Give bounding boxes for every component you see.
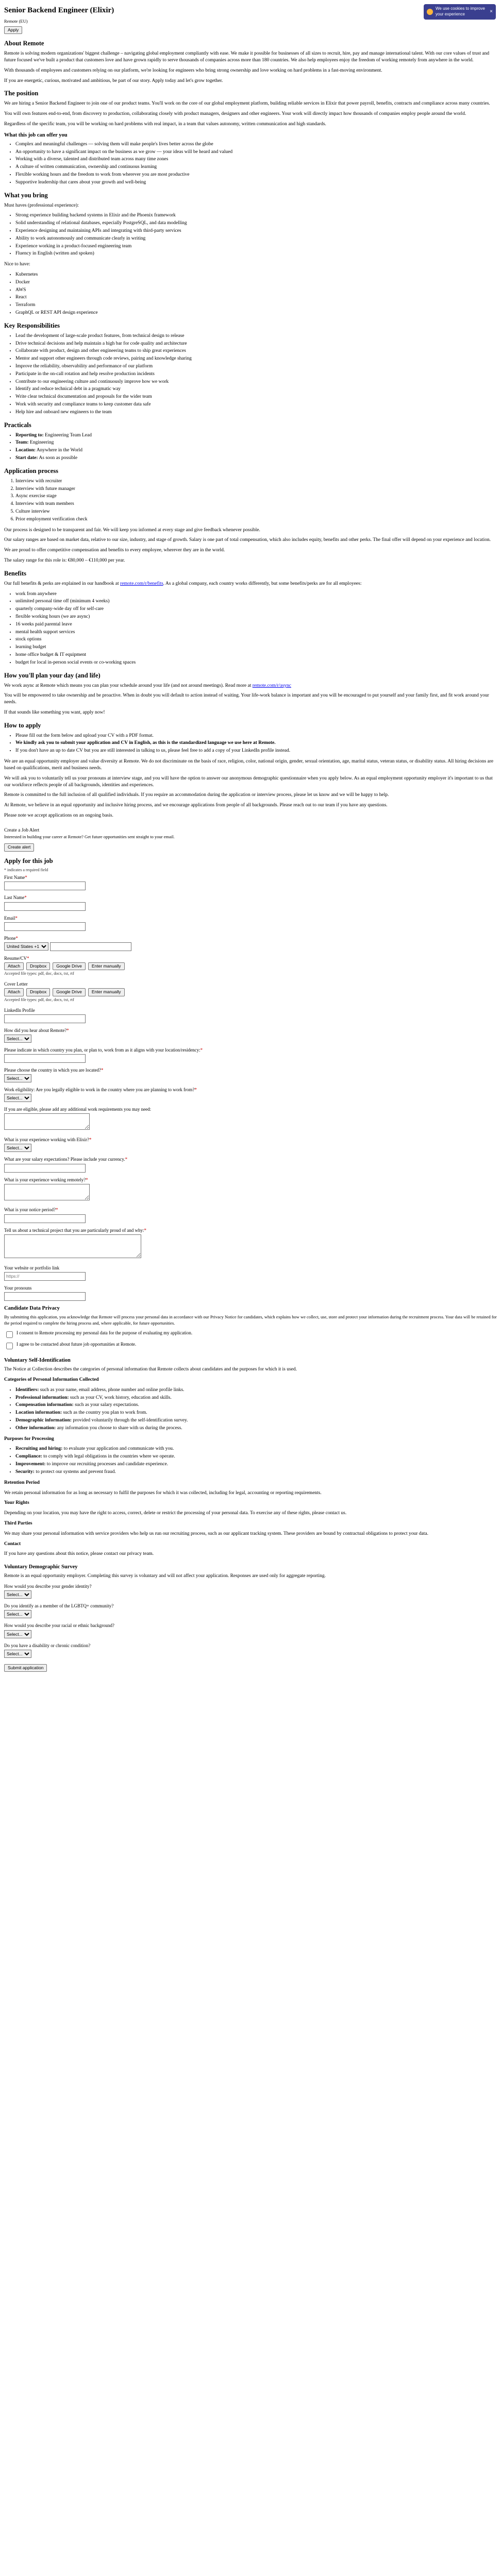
ethnicity-label: How would you describe your racial or ethnic background? bbox=[4, 1623, 114, 1629]
gender-label: How would you describe your gender identity? bbox=[4, 1584, 92, 1589]
plan-paragraph: You will be empowered to take ownership and be proactive. When in doubt you will default to action instead of waiting. Your life-work balance is important and you will be encouraged to put yourself and your family first, and fit work around your needs. bbox=[4, 693, 489, 705]
first-name-field-group bbox=[4, 874, 497, 890]
job-alert-title: Create a Job Alert bbox=[4, 827, 40, 833]
privacy-contact: If you have any questions about this notice, please contact our privacy team. bbox=[4, 1551, 154, 1557]
privacy-purposes-list bbox=[4, 1446, 497, 1475]
consent-processing-checkbox[interactable] bbox=[6, 1331, 13, 1338]
notice-input[interactable] bbox=[4, 1214, 86, 1223]
consent-row bbox=[4, 1330, 497, 1340]
practicals-heading: Practicals bbox=[4, 421, 31, 429]
last-name-input[interactable] bbox=[4, 902, 86, 911]
cover-label: Cover Letter bbox=[4, 981, 28, 987]
benefits-intro bbox=[4, 581, 497, 587]
privacy-categories-list bbox=[4, 1387, 497, 1432]
country-field-group bbox=[4, 1067, 497, 1082]
privacy-notice bbox=[4, 1357, 497, 1557]
cookie-banner bbox=[424, 4, 496, 20]
benefits-list bbox=[4, 591, 497, 666]
list-item: • Location information: such as the country you plan to work from. bbox=[15, 1410, 497, 1416]
location-label: Please indicate in which country you plan, or plan to, work from as it aligns with your location/residency:* bbox=[4, 1047, 203, 1053]
list-item: • learning budget bbox=[15, 644, 497, 651]
lgbtq-label: Do you identify as a member of the LGBTQ+ community? bbox=[4, 1603, 114, 1609]
how-apply-list bbox=[4, 733, 497, 754]
resume-google-drive-button[interactable]: Google Drive bbox=[53, 962, 86, 970]
bring-intro: Must haves (professional experience): bbox=[4, 202, 79, 208]
first-name-label: First Name* bbox=[4, 875, 27, 880]
list-item: • Mentor and support other engineers through code reviews, pairing and knowledge sharing bbox=[15, 355, 497, 362]
list-item: • Improve the reliability, observability and performance of our platform bbox=[15, 363, 497, 370]
list-item: • Recruiting and hiring: to evaluate your application and communicate with you. bbox=[15, 1446, 497, 1452]
years-label: What is your experience working with Elixir?* bbox=[4, 1137, 92, 1143]
list-item: • flexible working hours (we are async) bbox=[15, 614, 497, 620]
english-note: We kindly ask you to submit your application and CV in English, as this is the standardized language we use here at Remote. bbox=[15, 740, 276, 746]
list-item: • Drive technical decisions and help maintain a high bar for code quality and architecture bbox=[15, 341, 497, 347]
closing-note: Please note we accept applications on an ongoing basis. bbox=[4, 812, 113, 818]
page-title: Senior Backend Engineer (Elixir) bbox=[4, 6, 114, 14]
about-heading: About Remote bbox=[4, 40, 44, 47]
list-item: • Please fill out the form below and upload your CV with a PDF format. bbox=[15, 733, 497, 739]
list-item: • Identifiers: such as your name, email address, phone number and online profile links. bbox=[15, 1387, 497, 1394]
phone-field-group bbox=[4, 935, 497, 951]
lgbtq-field-group bbox=[4, 1603, 497, 1618]
resume-label: Resume/CV* bbox=[4, 955, 29, 961]
salary-input[interactable] bbox=[4, 1164, 86, 1173]
required-note: * indicates a required field bbox=[4, 868, 48, 873]
privacy-heading: Voluntary Self-Identification bbox=[4, 1357, 71, 1363]
practical-label: Start date: bbox=[15, 455, 38, 461]
list-item: • Working with a diverse, talented and distributed team across many time zones bbox=[15, 156, 497, 163]
survey-intro: Remote is an equal opportunity employer. Completing this survey is voluntary and will not affect your application. Responses are used only for aggregate reporting. bbox=[4, 1573, 326, 1579]
country-select[interactable] bbox=[4, 1074, 31, 1082]
list-item: • Help hire and onboard new engineers to the team bbox=[15, 409, 497, 416]
phone-input[interactable] bbox=[50, 942, 131, 951]
email-label: Email* bbox=[4, 915, 18, 921]
email-input[interactable] bbox=[4, 922, 86, 931]
years-select[interactable] bbox=[4, 1144, 31, 1152]
ethnicity-field-group bbox=[4, 1622, 497, 1638]
salary-label: What are your salary expectations? Please include your currency.* bbox=[4, 1157, 128, 1162]
list-item: • Other information: any information you choose to share with us during the process. bbox=[15, 1425, 497, 1432]
practical-value: Engineering bbox=[29, 440, 54, 446]
cookie-icon bbox=[427, 9, 433, 15]
practical-label: Location: bbox=[15, 448, 36, 453]
candidate-privacy-text: By submitting this application, you acknowledge that Remote will process your personal data in accordance with our Privacy Notice for candidates, which explains how we collect, use, store and protect your information during the recruitment process. Your data will be retained for the period required to complete the hiring process and, where applicable, for future opportunities. bbox=[4, 1314, 497, 1326]
list-item: • If you don't have an up to date CV but you are still interested in talking to us, please feel free to add a copy of your LinkedIn profile instead. bbox=[15, 748, 497, 754]
list-item: • Lead the development of large-scale product features, from technical design to release bbox=[15, 333, 497, 340]
remote-experience-textarea[interactable] bbox=[4, 1184, 90, 1200]
location-input[interactable] bbox=[4, 1054, 86, 1063]
compensation-paragraph: Our salary ranges are based on market data, relative to our size, industry, and stage of growth. Salary is one part of total compensation, which also includes equity, benefits and other perks. The final offer will depend on your experience and location. bbox=[4, 537, 491, 543]
pronouns-label: Your pronouns bbox=[4, 1285, 32, 1291]
list-item: • Demographic information: provided voluntarily through the self-identification survey. bbox=[15, 1417, 497, 1424]
cover-paste-button[interactable]: Enter manually bbox=[88, 988, 125, 996]
nice-heading: Nice to have: bbox=[4, 262, 30, 267]
cover-field-group bbox=[4, 981, 497, 1003]
list-item: • Participate in the on-call rotation and help resolve production incidents bbox=[15, 371, 497, 378]
resume-paste-button[interactable]: Enter manually bbox=[88, 962, 125, 970]
privacy-intro: The Notice at Collection describes the categories of personal information that Remote collects about candidates and the purposes for which it is used. bbox=[4, 1367, 297, 1372]
job-alert-text: Interested in building your career at Remote? Get future opportunities sent straight to your email. bbox=[4, 834, 175, 839]
position-paragraph: Regardless of the specific team, you will be working on hard problems with real impact, in a team that values autonomy, written communication and high standards. bbox=[4, 121, 326, 127]
offer-heading: What this job can offer you bbox=[4, 132, 68, 138]
benefits-intro-end: . As a global company, each country works differently, but some benefits/perks are for all employees: bbox=[163, 581, 362, 586]
bring-heading: What you bring bbox=[4, 191, 48, 199]
eeo-paragraph: Remote is committed to the full inclusion of all qualified individuals. If you require an accommodation during the application or interview process, please let us know and we will be happy to help. bbox=[4, 792, 389, 798]
resume-attach-button[interactable]: Attach bbox=[4, 962, 24, 970]
list-item: 2. Interview with future manager bbox=[15, 486, 497, 493]
list-item: • AWS bbox=[15, 287, 497, 294]
about-paragraph: Remote is solving modern organizations' biggest challenge – navigating global employment compliantly with ease. We make it possible for businesses of all sizes to recruit, hire, pay and manage international talent. With our core values of trust and future focused we've built a product that customers love and have grown rapidly to serve thousands of companies across more than 180 countries. We also help employees enjoy the freedom of working remotely from anywhere in the world. bbox=[4, 51, 490, 63]
disability-select[interactable] bbox=[4, 1650, 31, 1658]
list-item: 4. Interview with team members bbox=[15, 501, 497, 507]
cover-file-types: Accepted file types: pdf, doc, docx, txt, rtf bbox=[4, 997, 74, 1002]
bring-list bbox=[4, 212, 497, 257]
privacy-rights-heading: Your Rights bbox=[4, 1500, 29, 1506]
about-paragraph: If you are energetic, curious, motivated and ambitious, be part of our story. Apply today and let's grow together. bbox=[4, 78, 223, 83]
apply-button[interactable]: Apply bbox=[4, 26, 22, 34]
close-icon[interactable]: × bbox=[490, 9, 493, 15]
gender-select[interactable] bbox=[4, 1590, 31, 1599]
list-item bbox=[15, 447, 497, 454]
consent-row bbox=[4, 1341, 497, 1351]
plan-paragraph: If that sounds like something you want, apply now! bbox=[4, 709, 105, 715]
privacy-purposes-heading: Purposes for Processing bbox=[4, 1436, 54, 1442]
heard-select[interactable] bbox=[4, 1035, 31, 1043]
linkedin-input[interactable] bbox=[4, 1014, 86, 1023]
heard-field-group bbox=[4, 1027, 497, 1043]
list-item: • mental health support services bbox=[15, 629, 497, 636]
plan-text: We work async at Remote which means you can plan your schedule around your life (and not around meetings). Read more at bbox=[4, 683, 252, 688]
resume-field-group bbox=[4, 955, 497, 977]
email-field-group bbox=[4, 915, 497, 931]
plan-heading: How you'll plan your day (and life) bbox=[4, 671, 101, 679]
list-item: • unlimited personal time off (minimum 4 weeks) bbox=[15, 598, 497, 605]
cover-dropbox-button[interactable]: Dropbox bbox=[26, 988, 50, 996]
list-item: • Contribute to our engineering culture and continuously improve how we work bbox=[15, 379, 497, 385]
nice-list bbox=[4, 272, 497, 316]
practical-label: Team: bbox=[15, 440, 29, 446]
years-field-group bbox=[4, 1137, 497, 1152]
visa-label: If you are eligible, please add any additional work requirements you may need: bbox=[4, 1107, 152, 1112]
list-item: • Ability to work autonomously and communicate clearly in writing bbox=[15, 235, 497, 242]
benefits-intro-text: Our full benefits & perks are explained in our handbook at bbox=[4, 581, 119, 586]
visa-textarea[interactable] bbox=[4, 1113, 90, 1130]
resume-dropbox-button[interactable]: Dropbox bbox=[26, 962, 50, 970]
candidate-privacy-heading: Candidate Data Privacy bbox=[4, 1305, 60, 1311]
list-item: 6. Prior employment verification check bbox=[15, 516, 497, 523]
responsibilities-list bbox=[4, 333, 497, 416]
position-paragraph: We are hiring a Senior Backend Engineer to join one of our product teams. You'll work on the core of our global employment platform, building reliable services in Elixir that power payroll, benefits, contracts and compliance across many countries. bbox=[4, 101, 490, 107]
cover-attach-button[interactable]: Attach bbox=[4, 988, 24, 996]
list-item: • A culture of written communication, ownership and continuous learning bbox=[15, 164, 497, 171]
survey-heading: Voluntary Demographic Survey bbox=[4, 1564, 78, 1570]
list-item: • work from anywhere bbox=[15, 591, 497, 598]
eeo-paragraph: We are an equal opportunity employer and value diversity at Remote. We do not discriminate on the basis of race, religion, color, national origin, gender, sexual orientation, age, marital status, veteran status, or disability status. All hiring decisions are based on qualifications, merit and business needs. bbox=[4, 759, 494, 771]
list-item: • stock options bbox=[15, 636, 497, 643]
gender-field-group bbox=[4, 1583, 497, 1599]
location-field-group bbox=[4, 1047, 497, 1063]
process-heading: Application process bbox=[4, 467, 58, 474]
linkedin-label: LinkedIn Profile bbox=[4, 1007, 35, 1013]
eeo-paragraph: We will ask you to voluntarily tell us your pronouns at interview stage, and you will have the option to answer our anonymous demographic questionnaire when you apply below. As an equal employment opportunity employer it's important to us that our workforce reflects people of all backgrounds, identities and experiences. bbox=[4, 775, 493, 788]
phone-label: Phone* bbox=[4, 935, 18, 941]
disability-label: Do you have a disability or chronic condition? bbox=[4, 1642, 91, 1648]
process-note: Our process is designed to be transparent and fair. We will keep you informed at every stage and give feedback whenever possible. bbox=[4, 527, 260, 533]
consent-future-checkbox[interactable] bbox=[6, 1343, 13, 1349]
website-input[interactable] bbox=[4, 1272, 86, 1281]
privacy-categories-heading: Categories of Personal Information Collected bbox=[4, 1377, 99, 1382]
proud-field-group bbox=[4, 1227, 497, 1261]
notice-label: What is your notice period?* bbox=[4, 1207, 58, 1213]
cookie-text: We use cookies to improve your experience bbox=[436, 6, 485, 16]
proud-textarea[interactable] bbox=[4, 1234, 141, 1258]
pronouns-field-group bbox=[4, 1285, 497, 1301]
authorized-field-group bbox=[4, 1087, 497, 1102]
ethnicity-select[interactable] bbox=[4, 1630, 31, 1638]
remote-experience-field-group bbox=[4, 1177, 497, 1203]
privacy-contact-heading: Contact bbox=[4, 1541, 21, 1547]
notice-field-group bbox=[4, 1207, 497, 1223]
list-item: • Improvement: to improve our recruiting processes and candidate experience. bbox=[15, 1461, 497, 1468]
list-item: • Experience designing and maintaining APIs and integrating with third-party services bbox=[15, 228, 497, 234]
list-item: 3. Async exercise stage bbox=[15, 493, 497, 500]
submit-application-button[interactable]: Submit application bbox=[4, 1664, 47, 1672]
list-item: 5. Culture interview bbox=[15, 509, 497, 515]
create-alert-button[interactable]: Create alert bbox=[4, 843, 34, 851]
benefits-link[interactable]: remote.com/r/benefits bbox=[120, 581, 163, 586]
list-item bbox=[15, 740, 497, 747]
list-item: • Compensation information: such as your salary expectations. bbox=[15, 1402, 497, 1409]
proud-label: Tell us about a technical project that you are particularly proud of and why:* bbox=[4, 1227, 147, 1233]
list-item: • Collaborate with product, design and other engineering teams to ship great experiences bbox=[15, 348, 497, 354]
heard-label: How did you hear about Remote?* bbox=[4, 1027, 69, 1033]
salary-range: The salary range for this role is: €80,000 – €110,000 per year. bbox=[4, 558, 125, 564]
list-item: • Strong experience building backend systems in Elixir and the Phoenix framework bbox=[15, 212, 497, 219]
list-item: • Work with security and compliance teams to keep customer data safe bbox=[15, 401, 497, 408]
list-item: • Kubernetes bbox=[15, 272, 497, 278]
disability-field-group bbox=[4, 1642, 497, 1658]
about-paragraph: With thousands of employees and customers relying on our platform, we're looking for engineers who bring strong ownership and love working on hard problems in a fast-moving environment. bbox=[4, 67, 382, 73]
list-item: • Professional information: such as your CV, work history, education and skills. bbox=[15, 1395, 497, 1401]
list-item: • 16 weeks paid parental leave bbox=[15, 621, 497, 628]
benefits-heading: Benefits bbox=[4, 569, 27, 577]
submit-area bbox=[4, 1664, 497, 1672]
practical-value: Engineering Team Lead bbox=[45, 432, 92, 438]
eeo-paragraph: At Remote, we believe in an equal opportunity and inclusive hiring process, and we encourage applications from people of all backgrounds. Please reach out to our team if you have any questions. bbox=[4, 803, 388, 808]
privacy-third-party-heading: Third Parties bbox=[4, 1520, 32, 1526]
linkedin-field-group bbox=[4, 1007, 497, 1023]
job-alert bbox=[4, 827, 497, 852]
salary-field-group bbox=[4, 1156, 497, 1172]
list-item: • Experience working in a product-focused engineering team bbox=[15, 243, 497, 250]
privacy-retention: We retain personal information for as long as necessary to fulfil the purposes for which it was collected, including for legal, accounting or reporting requirements. bbox=[4, 1490, 322, 1496]
offer-list bbox=[4, 141, 497, 186]
list-item: • React bbox=[15, 294, 497, 301]
list-item: • home office budget & IT equipment bbox=[15, 652, 497, 658]
compensation-paragraph: We are proud to offer competitive compensation and benefits to every employee, wherever they are in the world. bbox=[4, 548, 225, 553]
how-apply-heading: How to apply bbox=[4, 721, 41, 729]
list-item: • quarterly company-wide day off for self-care bbox=[15, 606, 497, 613]
plan-paragraph bbox=[4, 683, 497, 689]
website-label: Your website or portfolio link bbox=[4, 1265, 60, 1270]
list-item: • Compliance: to comply with legal obligations in the countries where we operate. bbox=[15, 1453, 497, 1460]
privacy-retention-heading: Retention Period bbox=[4, 1480, 40, 1485]
list-item bbox=[15, 432, 497, 439]
list-item: • Solid understanding of relational databases, especially PostgreSQL, and data modelling bbox=[15, 220, 497, 227]
privacy-third-party: We may share your personal information with service providers who help us run our recruiting process, such as our applicant tracking system. These providers are bound by contractual obligations to protect your data. bbox=[4, 1531, 428, 1536]
list-item: • Complex and meaningful challenges — solving them will make people's lives better across the globe bbox=[15, 141, 497, 148]
consent-processing-label: I consent to Remote processing my personal data for the purpose of evaluating my application. bbox=[16, 1330, 193, 1335]
list-item: • Identify and reduce technical debt in a pragmatic way bbox=[15, 386, 497, 393]
visa-field-group bbox=[4, 1106, 497, 1132]
list-item: • GraphQL or REST API design experience bbox=[15, 310, 497, 316]
consent-future-label: I agree to be contacted about future job opportunities at Remote. bbox=[16, 1341, 137, 1347]
position-heading: The position bbox=[4, 90, 39, 97]
list-item: 1. Interview with recruiter bbox=[15, 478, 497, 485]
last-name-label: Last Name* bbox=[4, 895, 27, 901]
list-item: • Fluency in English (written and spoken) bbox=[15, 250, 497, 257]
authorized-select[interactable] bbox=[4, 1094, 31, 1102]
practical-label: Reporting to: bbox=[15, 432, 44, 438]
job-location: Remote (EU) bbox=[4, 19, 28, 24]
privacy-rights: Depending on your location, you may have the right to access, correct, delete or restrict the processing of your personal data. To exercise any of these rights, please contact us. bbox=[4, 1511, 347, 1516]
list-item: • budget for local in-person social events or co-working spaces bbox=[15, 659, 497, 666]
resume-file-types: Accepted file types: pdf, doc, docx, txt, rtf bbox=[4, 971, 74, 976]
list-item: • Write clear technical documentation and proposals for the wider team bbox=[15, 394, 497, 400]
last-name-field-group bbox=[4, 894, 497, 910]
remote-experience-label: What is your experience working remotely?* bbox=[4, 1177, 88, 1182]
practicals-list bbox=[4, 432, 497, 462]
phone-country-select[interactable] bbox=[4, 942, 48, 951]
demographic-survey bbox=[4, 1564, 497, 1658]
position-paragraph: You will own features end-to-end, from discovery to production, collaborating closely with product managers, designers and other engineers. Your work will directly impact how thousands of companies employ people around the world. bbox=[4, 111, 466, 116]
lgbtq-select[interactable] bbox=[4, 1610, 31, 1618]
pronouns-input[interactable] bbox=[4, 1292, 86, 1301]
form-heading: Apply for this job bbox=[4, 857, 53, 865]
list-item: • Terraform bbox=[15, 302, 497, 309]
list-item: • Docker bbox=[15, 279, 497, 286]
list-item: • Supportive leadership that cares about your growth and well-being bbox=[15, 179, 497, 186]
list-item bbox=[15, 439, 497, 446]
list-item: • An opportunity to have a significant impact on the business as we grow — your ideas will be heard and valued bbox=[15, 149, 497, 156]
list-item bbox=[15, 455, 497, 462]
async-link[interactable]: remote.com/r/async bbox=[252, 683, 291, 688]
list-item: • Flexible working hours and the freedom to work from wherever you are most productive bbox=[15, 172, 497, 178]
first-name-input[interactable] bbox=[4, 882, 86, 890]
responsibilities-heading: Key Responsibilities bbox=[4, 321, 60, 329]
country-label: Please choose the country in which you are located?* bbox=[4, 1067, 104, 1073]
website-field-group bbox=[4, 1265, 497, 1281]
practical-value: Anywhere in the World bbox=[36, 448, 82, 453]
process-list bbox=[4, 478, 497, 523]
authorized-label: Work eligibility: Are you legally eligible to work in the country where you are planning to work from?* bbox=[4, 1087, 197, 1093]
cover-google-drive-button[interactable]: Google Drive bbox=[53, 988, 86, 996]
practical-value: As soon as possible bbox=[39, 455, 78, 461]
application-form bbox=[4, 857, 497, 1672]
list-item: • Security: to protect our systems and prevent fraud. bbox=[15, 1469, 497, 1476]
